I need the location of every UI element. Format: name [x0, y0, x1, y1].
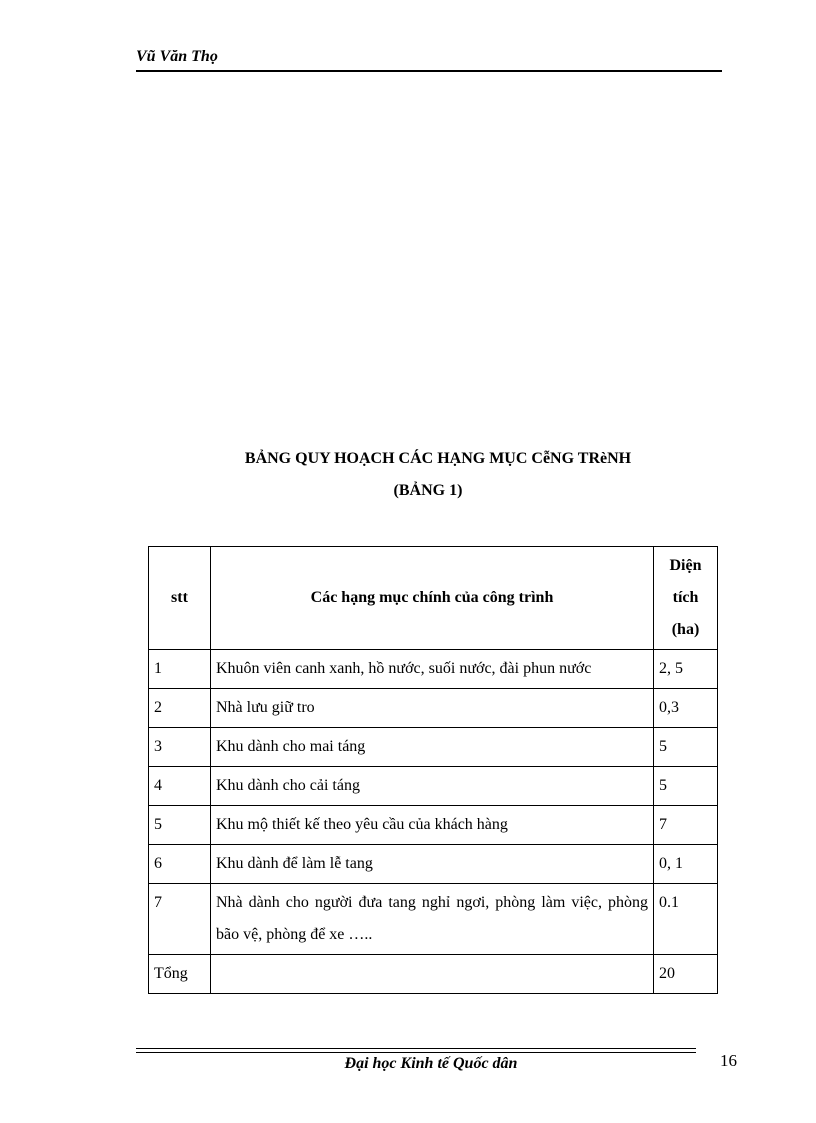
table-row — [149, 689, 718, 728]
planning-table — [148, 546, 718, 994]
row-area: 0,3 — [654, 689, 718, 728]
row-item: Khu dành cho cải táng — [211, 767, 654, 806]
row-item: Khuôn viên canh xanh, hồ nước, suối nước, đài phun nước — [211, 650, 654, 689]
row-stt: 7 — [149, 884, 211, 955]
header-rule — [136, 70, 722, 72]
row-stt: 2 — [149, 689, 211, 728]
page-number: 16 — [720, 1051, 737, 1070]
table-row — [149, 767, 718, 806]
table-row — [149, 728, 718, 767]
footer-rule — [136, 1052, 696, 1053]
row-item: Khu dành cho mai táng — [211, 728, 654, 767]
header-author: Vũ Văn Thọ — [136, 48, 218, 65]
row-item: Nhà dành cho người đưa tang nghỉ ngơi, phòng làm việc, phòng bão vệ, phòng để xe ….. — [211, 884, 654, 955]
header-area-line2: tích — [672, 589, 699, 606]
row-item: Nhà lưu giữ tro — [211, 689, 654, 728]
total-item — [211, 955, 654, 994]
header-area — [654, 547, 718, 650]
row-item: Khu mộ thiết kế theo yêu cầu của khách hàng — [211, 806, 654, 845]
row-area: 5 — [654, 767, 718, 806]
table-total-row — [149, 955, 718, 994]
row-item: Khu dành để làm lễ tang — [211, 845, 654, 884]
row-area: 0.1 — [654, 884, 718, 955]
header-area-line3: (ha) — [671, 621, 700, 638]
table-row — [149, 845, 718, 884]
row-stt: 3 — [149, 728, 211, 767]
header-stt: stt — [149, 547, 211, 650]
table-title: BẢNG QUY HOẠCH CÁC HẠNG MỤC CễNG TRèNH — [244, 450, 632, 467]
row-stt: 6 — [149, 845, 211, 884]
row-stt: 1 — [149, 650, 211, 689]
row-area: 5 — [654, 728, 718, 767]
header-item: Các hạng mục chính của công trình — [211, 547, 654, 650]
row-area: 2, 5 — [654, 650, 718, 689]
row-area: 7 — [654, 806, 718, 845]
total-area: 20 — [654, 955, 718, 994]
table-row — [149, 884, 718, 955]
table-row — [149, 806, 718, 845]
footer-rule — [136, 1048, 696, 1049]
header-area-line1: Diện — [669, 557, 702, 574]
row-area: 0, 1 — [654, 845, 718, 884]
row-stt: 4 — [149, 767, 211, 806]
table-row — [149, 650, 718, 689]
table-header-row — [149, 547, 718, 650]
table-subtitle: (BẢNG 1) — [393, 482, 463, 499]
footer-organization: Đại học Kinh tế Quốc dân — [344, 1055, 518, 1072]
total-label: Tổng — [149, 955, 211, 994]
row-stt: 5 — [149, 806, 211, 845]
